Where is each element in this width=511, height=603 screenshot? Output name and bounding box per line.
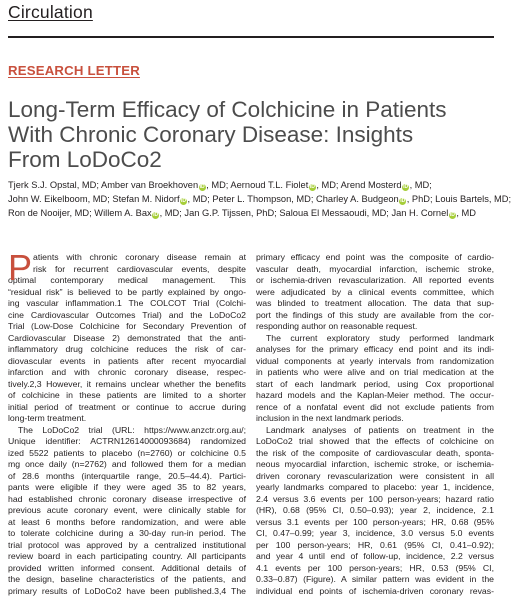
section-label: RESEARCH LETTER — [8, 63, 140, 78]
body-line: analyses for the primary efficacy end point and its indi- — [256, 344, 494, 354]
body-column-left — [8, 247, 246, 597]
body-line: Cardiovascular Disease 2) demonstrated that the anti- — [8, 332, 246, 343]
body-line: start of each landmark period, using Cox proportional — [256, 378, 494, 389]
author-text: John W. Eikelboom, MD; Stefan M. Nidorf — [8, 194, 180, 204]
body-line: vascular death, myocardial infarction, ischemic stroke, — [256, 263, 494, 274]
article-title — [8, 97, 490, 172]
drop-cap: P — [8, 247, 33, 288]
body-line: “residual risk” is believed to be partly explained by ongo- — [8, 286, 246, 297]
author-text: , MD; Peter L. Thompson, MD; Charley A. Budgeon — [187, 194, 399, 204]
body-line: primary efficacy end point was the composite of cardio- — [256, 252, 494, 262]
author-line — [8, 178, 498, 192]
body-line: provided written informed consent. Additional details of — [8, 562, 246, 573]
orcid-icon[interactable]: iD — [449, 212, 455, 218]
body-line: (HR), 0.68 (95% CI, 0.50–0.93); year 2, incidence, 2.1 — [256, 505, 494, 515]
body-line: Trial (Low-Dose Colchicine for Secondary Prevention of — [8, 321, 246, 331]
body-line: at least 6 months before randomization, and were able — [8, 516, 246, 527]
body-column-right — [256, 252, 494, 597]
body-line: and year 4 until end of follow-up, incidence, 2.2 versus — [256, 551, 494, 561]
body-line: review board in each participating country. All participants — [8, 551, 246, 561]
orcid-icon[interactable]: iD — [153, 212, 159, 218]
body-line: or ischemia-driven revascularization. All reported events — [256, 275, 494, 285]
body-line: mg once daily (n=2762) and followed them for a median — [8, 459, 246, 469]
body-line: 2.4 versus 3.6 events per 100 person-years; hazard ratio — [256, 493, 494, 504]
orcid-icon[interactable]: iD — [309, 184, 315, 190]
body-line: port the findings of this study are available from the cor- — [256, 309, 494, 320]
body-line: vidual components at yearly intervals from randomization — [256, 355, 494, 366]
body-line: The LoDoCo2 trial (URL: https://www.anzctr.org.au/; — [18, 424, 246, 435]
body-line: had established chronic coronary disease irrespective of — [8, 493, 246, 504]
orcid-icon[interactable]: iD — [181, 198, 187, 204]
author-text: , MD; — [409, 180, 432, 190]
body-line: versus 3.1 events per 100 person-years; HR, 0.68 (95% — [256, 516, 494, 527]
body-line: Landmark analyses of patients on treatment in the — [266, 424, 494, 435]
header-rule — [8, 36, 494, 38]
body-line: tively.2,3 However, it remains unclear whether the benefits — [8, 378, 246, 389]
body-line: was blinded to treatment allocation. The data that sup- — [256, 298, 494, 308]
body-line: ized 5522 patients to placebo (n=2760) or colchicine 0.5 — [8, 447, 246, 458]
author-text: , MD; Arend Mosterd — [316, 180, 402, 190]
body-line: hazard models and the Kaplan-Meier method. The occur- — [256, 390, 494, 400]
author-text: , MD; Jan G.P. Tijssen, PhD; Saloua El Messaoudi, MD; Jan H. Cornel — [159, 208, 449, 218]
title-line: Long-Term Efficacy of Colchicine in Patients — [8, 97, 447, 122]
orcid-icon[interactable]: iD — [403, 184, 409, 190]
author-line — [8, 206, 498, 220]
author-text: , MD; Aernoud T.L. Fiolet — [206, 180, 309, 190]
body-line: of colchicine in these patients are limited to a shorter — [8, 390, 246, 400]
orcid-icon[interactable]: iD — [199, 184, 205, 190]
body-line: inflammatory drug colchicine reduces the risk of car- — [8, 344, 246, 354]
body-line: yearly landmarks compared to placebo: year 1, incidence, — [256, 482, 494, 492]
journal-name[interactable]: Circulation — [8, 2, 93, 22]
author-text: , PhD; Louis Bartels, MD; — [406, 194, 511, 204]
author-line — [8, 192, 511, 206]
body-line: optimal contemporary medical management. This — [8, 275, 246, 285]
body-line: cine Cardiovascular Outcomes Trial) and the LoDoCo2 — [8, 309, 246, 320]
body-line: trial protocol was approved by a centralized institutional — [8, 539, 246, 550]
body-line: 4.1 events per 100 person-years; HR, 0.53 (95% CI, — [256, 562, 494, 573]
body-line: in patients who were alive and on trial medication at the — [256, 367, 494, 377]
body-line: of 28.6 months (interquartile range, 20.5–44.4). Partici- — [8, 470, 246, 481]
body-line: primary results of LoDoCo2 have been published.3,4 The — [8, 585, 246, 596]
body-line: driven coronary revascularization were consistent in all — [256, 470, 494, 481]
body-line: 0.33–0.87) (Figure). A similar pattern was evident in the — [256, 574, 494, 584]
body-line: responding author on reasonable request. — [256, 321, 418, 331]
body-line: LoDoCo2 trial showed that the effects of colchicine on — [256, 436, 494, 446]
body-line: rence of a nonfatal event did not exclude patients from — [256, 401, 494, 412]
body-line: Unique identifier: ACTRN12614000093684) randomized — [8, 436, 246, 446]
body-line: inclusion in the next landmark periods. — [256, 413, 404, 423]
body-line: The current exploratory study performed landmark — [266, 332, 494, 343]
author-text: Tjerk S.J. Opstal, MD; Amber van Broekhoven — [8, 180, 199, 190]
orcid-icon[interactable]: iD — [400, 198, 406, 204]
body-line: long-term treatment. — [8, 413, 87, 423]
body-line: pants were eligible if they were aged 35 to 82 years, — [8, 482, 246, 492]
author-list — [8, 178, 511, 220]
body-line: the design, baseline characteristics of the patients, and — [8, 574, 246, 584]
body-line: initial period of treatment or continue to accrue during — [8, 401, 246, 412]
body-line: diovascular events in patients after recent myocardial — [8, 355, 246, 366]
title-line: With Chronic Coronary Disease: Insights — [8, 122, 414, 147]
body-line: per 100 person-years; HR, 0.61 (95% CI, 0.41–0.92); — [256, 539, 494, 550]
body-line: the risk of the composite of cardiovascular death, sponta- — [256, 447, 494, 458]
author-text: , MD — [456, 208, 476, 218]
title-line: From LoDoCo2 — [8, 147, 162, 172]
body-line: were adjudicated by a clinical events committee, which — [256, 286, 494, 297]
body-line: ing vascular inflammation.1 The COLCOT Trial (Colchi- — [8, 298, 246, 308]
body-line: CI, 0.47–0.99; year 3, incidence, 3.0 versus 5.0 events — [256, 528, 494, 538]
body-line: individual end points of ischemia-driven coronary revas- — [256, 585, 494, 596]
body-line: neous myocardial infarction, ischemic stroke, or ischemia- — [256, 459, 494, 469]
body-line: previous acute coronary event, were clinically stable for — [8, 505, 246, 515]
author-text: Ron de Nooijer, MD; Willem A. Bax — [8, 208, 152, 218]
body-line: to tolerate colchicine during a 30-day run-in period. The — [8, 528, 246, 538]
body-line: risk for recurrent cardiovascular events, despite — [33, 263, 246, 274]
body-line: infarction and with chronic coronary disease, respec- — [8, 367, 246, 377]
body-line: atients with chronic coronary disease remain at — [33, 252, 246, 262]
